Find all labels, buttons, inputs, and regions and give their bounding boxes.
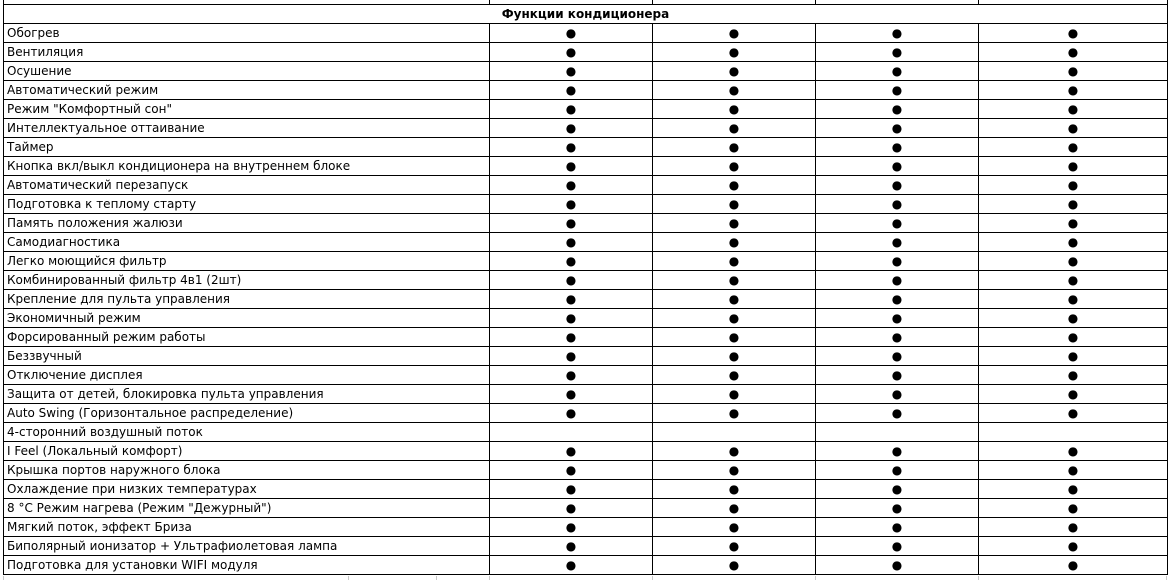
feature-value-cell[interactable]: ● <box>490 100 653 119</box>
feature-value-cell[interactable]: ● <box>653 43 816 62</box>
feature-value-cell[interactable]: ● <box>979 176 1168 195</box>
feature-value-cell[interactable]: ● <box>490 442 653 461</box>
next-row-gridlines <box>3 576 1167 580</box>
feature-value-cell[interactable]: ● <box>979 366 1168 385</box>
feature-value-cell[interactable]: ● <box>653 157 816 176</box>
feature-value-cell[interactable]: ● <box>979 81 1168 100</box>
feature-value-cell[interactable]: ● <box>490 271 653 290</box>
feature-value-cell[interactable]: ● <box>979 518 1168 537</box>
feature-value-cell[interactable]: ● <box>653 24 816 43</box>
feature-value-cell[interactable]: ● <box>653 461 816 480</box>
feature-label[interactable]: Форсированный режим работы <box>4 328 490 347</box>
feature-row <box>4 81 1168 100</box>
feature-value-cell[interactable]: ● <box>979 195 1168 214</box>
feature-value-cell[interactable]: ● <box>816 214 979 233</box>
feature-value-cell[interactable]: ● <box>490 366 653 385</box>
feature-row <box>4 499 1168 518</box>
section-title[interactable]: Функции кондиционера <box>4 5 1168 24</box>
feature-label[interactable]: Самодиагностика <box>4 233 490 252</box>
feature-value-cell[interactable]: ● <box>653 499 816 518</box>
feature-value-cell[interactable]: ● <box>490 24 653 43</box>
feature-value-cell[interactable]: ● <box>816 157 979 176</box>
feature-value-cell[interactable]: ● <box>653 119 816 138</box>
feature-label[interactable]: Автоматический режим <box>4 81 490 100</box>
feature-value-cell[interactable]: ● <box>816 347 979 366</box>
feature-value-cell[interactable]: ● <box>979 119 1168 138</box>
feature-row <box>4 328 1168 347</box>
feature-value-cell[interactable]: ● <box>979 252 1168 271</box>
feature-value-cell[interactable]: ● <box>653 290 816 309</box>
feature-value-cell[interactable]: ● <box>816 461 979 480</box>
feature-label[interactable]: Экономичный режим <box>4 309 490 328</box>
feature-row <box>4 271 1168 290</box>
feature-value-cell[interactable]: ● <box>490 518 653 537</box>
feature-value-cell[interactable]: ● <box>816 499 979 518</box>
feature-value-cell[interactable]: ● <box>653 385 816 404</box>
feature-value-cell[interactable]: ● <box>490 309 653 328</box>
feature-value-cell[interactable]: ● <box>653 138 816 157</box>
feature-label[interactable]: Осушение <box>4 62 490 81</box>
feature-row <box>4 423 1168 442</box>
feature-label[interactable]: Память положения жалюзи <box>4 214 490 233</box>
feature-value-cell[interactable]: ● <box>490 233 653 252</box>
feature-value-cell[interactable]: ● <box>979 271 1168 290</box>
feature-label[interactable]: Кнопка вкл/выкл кондиционера на внутреннем блоке <box>4 157 490 176</box>
feature-value-cell[interactable]: ● <box>979 290 1168 309</box>
feature-value-cell[interactable]: ● <box>979 214 1168 233</box>
feature-row <box>4 385 1168 404</box>
feature-value-cell[interactable]: ● <box>490 195 653 214</box>
gridline <box>489 576 490 580</box>
feature-value-cell[interactable]: ● <box>979 442 1168 461</box>
feature-value-cell[interactable]: ● <box>816 271 979 290</box>
feature-value-cell[interactable]: ● <box>816 537 979 556</box>
gridline <box>652 576 653 580</box>
feature-value-cell[interactable]: ● <box>490 157 653 176</box>
feature-row <box>4 556 1168 575</box>
feature-value-cell[interactable]: ● <box>490 404 653 423</box>
feature-label[interactable]: I Feel (Локальный комфорт) <box>4 442 490 461</box>
feature-row <box>4 62 1168 81</box>
feature-row <box>4 518 1168 537</box>
gridline <box>815 576 816 580</box>
feature-value-cell[interactable]: ● <box>653 442 816 461</box>
feature-row <box>4 461 1168 480</box>
feature-value-cell[interactable]: ● <box>979 347 1168 366</box>
feature-value-cell[interactable]: ● <box>490 176 653 195</box>
feature-row <box>4 537 1168 556</box>
feature-value-cell[interactable] <box>816 423 979 442</box>
feature-value-cell[interactable]: ● <box>816 138 979 157</box>
feature-value-cell[interactable]: ● <box>653 366 816 385</box>
feature-value-cell[interactable]: ● <box>816 100 979 119</box>
feature-value-cell[interactable]: ● <box>816 119 979 138</box>
feature-row <box>4 290 1168 309</box>
feature-value-cell[interactable]: ● <box>816 404 979 423</box>
gridline <box>436 576 437 580</box>
feature-value-cell[interactable]: ● <box>490 499 653 518</box>
feature-value-cell[interactable]: ● <box>653 252 816 271</box>
feature-value-cell[interactable]: ● <box>653 62 816 81</box>
feature-label[interactable]: Auto Swing (Горизонтальное распределение) <box>4 404 490 423</box>
feature-value-cell[interactable]: ● <box>653 480 816 499</box>
feature-value-cell[interactable]: ● <box>979 537 1168 556</box>
feature-value-cell[interactable]: ● <box>490 214 653 233</box>
feature-row <box>4 366 1168 385</box>
spreadsheet <box>3 0 1167 575</box>
feature-row <box>4 347 1168 366</box>
feature-value-cell[interactable]: ● <box>979 138 1168 157</box>
gridline <box>978 576 979 580</box>
feature-value-cell[interactable]: ● <box>979 62 1168 81</box>
feature-label[interactable]: Мягкий поток, эффект Бриза <box>4 518 490 537</box>
feature-label[interactable]: Легко моющийся фильтр <box>4 252 490 271</box>
feature-value-cell[interactable]: ● <box>979 233 1168 252</box>
feature-value-cell[interactable]: ● <box>816 81 979 100</box>
feature-value-cell[interactable]: ● <box>979 404 1168 423</box>
feature-value-cell[interactable]: ● <box>490 119 653 138</box>
feature-value-cell[interactable]: ● <box>490 385 653 404</box>
feature-label[interactable]: 4-сторонний воздушный поток <box>4 423 490 442</box>
feature-value-cell[interactable]: ● <box>979 499 1168 518</box>
feature-label[interactable]: Автоматический перезапуск <box>4 176 490 195</box>
feature-row <box>4 24 1168 43</box>
feature-row <box>4 233 1168 252</box>
feature-row <box>4 157 1168 176</box>
feature-value-cell[interactable]: ● <box>490 252 653 271</box>
feature-label[interactable]: Подготовка к теплому старту <box>4 195 490 214</box>
feature-value-cell[interactable]: ● <box>490 480 653 499</box>
feature-value-cell[interactable]: ● <box>816 366 979 385</box>
feature-value-cell[interactable]: ● <box>490 81 653 100</box>
feature-label[interactable]: Отключение дисплея <box>4 366 490 385</box>
feature-row <box>4 404 1168 423</box>
feature-row <box>4 176 1168 195</box>
feature-value-cell[interactable]: ● <box>490 62 653 81</box>
feature-value-cell[interactable]: ● <box>816 24 979 43</box>
feature-label[interactable]: Биполярный ионизатор + Ультрафиолетовая лампа <box>4 537 490 556</box>
gridline <box>1166 576 1167 580</box>
feature-row <box>4 195 1168 214</box>
feature-row <box>4 138 1168 157</box>
feature-value-cell[interactable]: ● <box>979 24 1168 43</box>
feature-row <box>4 214 1168 233</box>
feature-value-cell[interactable]: ● <box>653 100 816 119</box>
feature-label[interactable]: Крепление для пульта управления <box>4 290 490 309</box>
feature-value-cell[interactable]: ● <box>653 195 816 214</box>
gridline <box>3 576 4 580</box>
feature-row <box>4 252 1168 271</box>
feature-value-cell[interactable]: ● <box>653 556 816 575</box>
feature-value-cell[interactable]: ● <box>490 461 653 480</box>
feature-value-cell[interactable]: ● <box>490 138 653 157</box>
feature-value-cell[interactable]: ● <box>653 176 816 195</box>
feature-value-cell[interactable]: ● <box>653 271 816 290</box>
feature-value-cell[interactable]: ● <box>653 328 816 347</box>
feature-value-cell[interactable]: ● <box>816 195 979 214</box>
feature-value-cell[interactable]: ● <box>653 214 816 233</box>
feature-value-cell[interactable]: ● <box>979 100 1168 119</box>
feature-value-cell[interactable]: ● <box>653 404 816 423</box>
feature-value-cell[interactable]: ● <box>979 461 1168 480</box>
feature-value-cell[interactable]: ● <box>979 309 1168 328</box>
feature-label[interactable]: Крышка портов наружного блока <box>4 461 490 480</box>
feature-value-cell[interactable]: ● <box>816 290 979 309</box>
feature-value-cell[interactable]: ● <box>816 233 979 252</box>
section-header-row <box>4 5 1168 24</box>
feature-value-cell[interactable]: ● <box>979 157 1168 176</box>
feature-value-cell[interactable]: ● <box>979 385 1168 404</box>
feature-label[interactable]: Интеллектуальное оттаивание <box>4 119 490 138</box>
feature-label[interactable]: Комбинированный фильтр 4в1 (2шт) <box>4 271 490 290</box>
feature-value-cell[interactable]: ● <box>816 252 979 271</box>
features-table <box>3 0 1168 575</box>
feature-value-cell[interactable]: ● <box>653 347 816 366</box>
feature-value-cell[interactable]: ● <box>490 43 653 62</box>
feature-row <box>4 100 1168 119</box>
feature-label[interactable]: Вентиляция <box>4 43 490 62</box>
feature-label[interactable]: 8 °С Режим нагрева (Режим "Дежурный") <box>4 499 490 518</box>
feature-value-cell[interactable] <box>653 423 816 442</box>
feature-label[interactable]: Защита от детей, блокировка пульта управления <box>4 385 490 404</box>
feature-row <box>4 442 1168 461</box>
feature-label[interactable]: Беззвучный <box>4 347 490 366</box>
feature-value-cell[interactable]: ● <box>816 480 979 499</box>
feature-value-cell[interactable] <box>490 423 653 442</box>
feature-value-cell[interactable]: ● <box>816 518 979 537</box>
feature-value-cell[interactable]: ● <box>816 176 979 195</box>
feature-value-cell[interactable] <box>979 423 1168 442</box>
feature-value-cell[interactable]: ● <box>979 328 1168 347</box>
feature-value-cell[interactable]: ● <box>490 347 653 366</box>
feature-label[interactable]: Обогрев <box>4 24 490 43</box>
feature-value-cell[interactable]: ● <box>816 62 979 81</box>
feature-value-cell[interactable]: ● <box>490 537 653 556</box>
feature-value-cell[interactable]: ● <box>653 233 816 252</box>
feature-value-cell[interactable]: ● <box>653 537 816 556</box>
feature-value-cell[interactable]: ● <box>490 290 653 309</box>
feature-value-cell[interactable]: ● <box>490 328 653 347</box>
feature-row <box>4 309 1168 328</box>
feature-value-cell[interactable]: ● <box>816 43 979 62</box>
feature-label[interactable]: Подготовка для установки WIFI модуля <box>4 556 490 575</box>
feature-value-cell[interactable]: ● <box>816 328 979 347</box>
feature-value-cell[interactable]: ● <box>816 442 979 461</box>
feature-row <box>4 43 1168 62</box>
feature-label[interactable]: Таймер <box>4 138 490 157</box>
feature-value-cell[interactable]: ● <box>816 309 979 328</box>
feature-label[interactable]: Охлаждение при низких температурах <box>4 480 490 499</box>
gridline <box>348 576 349 580</box>
feature-label[interactable]: Режим "Комфортный сон" <box>4 100 490 119</box>
feature-value-cell[interactable]: ● <box>979 556 1168 575</box>
feature-value-cell[interactable]: ● <box>979 480 1168 499</box>
feature-value-cell[interactable]: ● <box>979 43 1168 62</box>
feature-value-cell[interactable]: ● <box>653 81 816 100</box>
feature-row <box>4 480 1168 499</box>
feature-value-cell[interactable]: ● <box>653 518 816 537</box>
feature-value-cell[interactable]: ● <box>490 556 653 575</box>
feature-value-cell[interactable]: ● <box>816 556 979 575</box>
feature-value-cell[interactable]: ● <box>653 309 816 328</box>
feature-value-cell[interactable]: ● <box>816 385 979 404</box>
feature-row <box>4 119 1168 138</box>
